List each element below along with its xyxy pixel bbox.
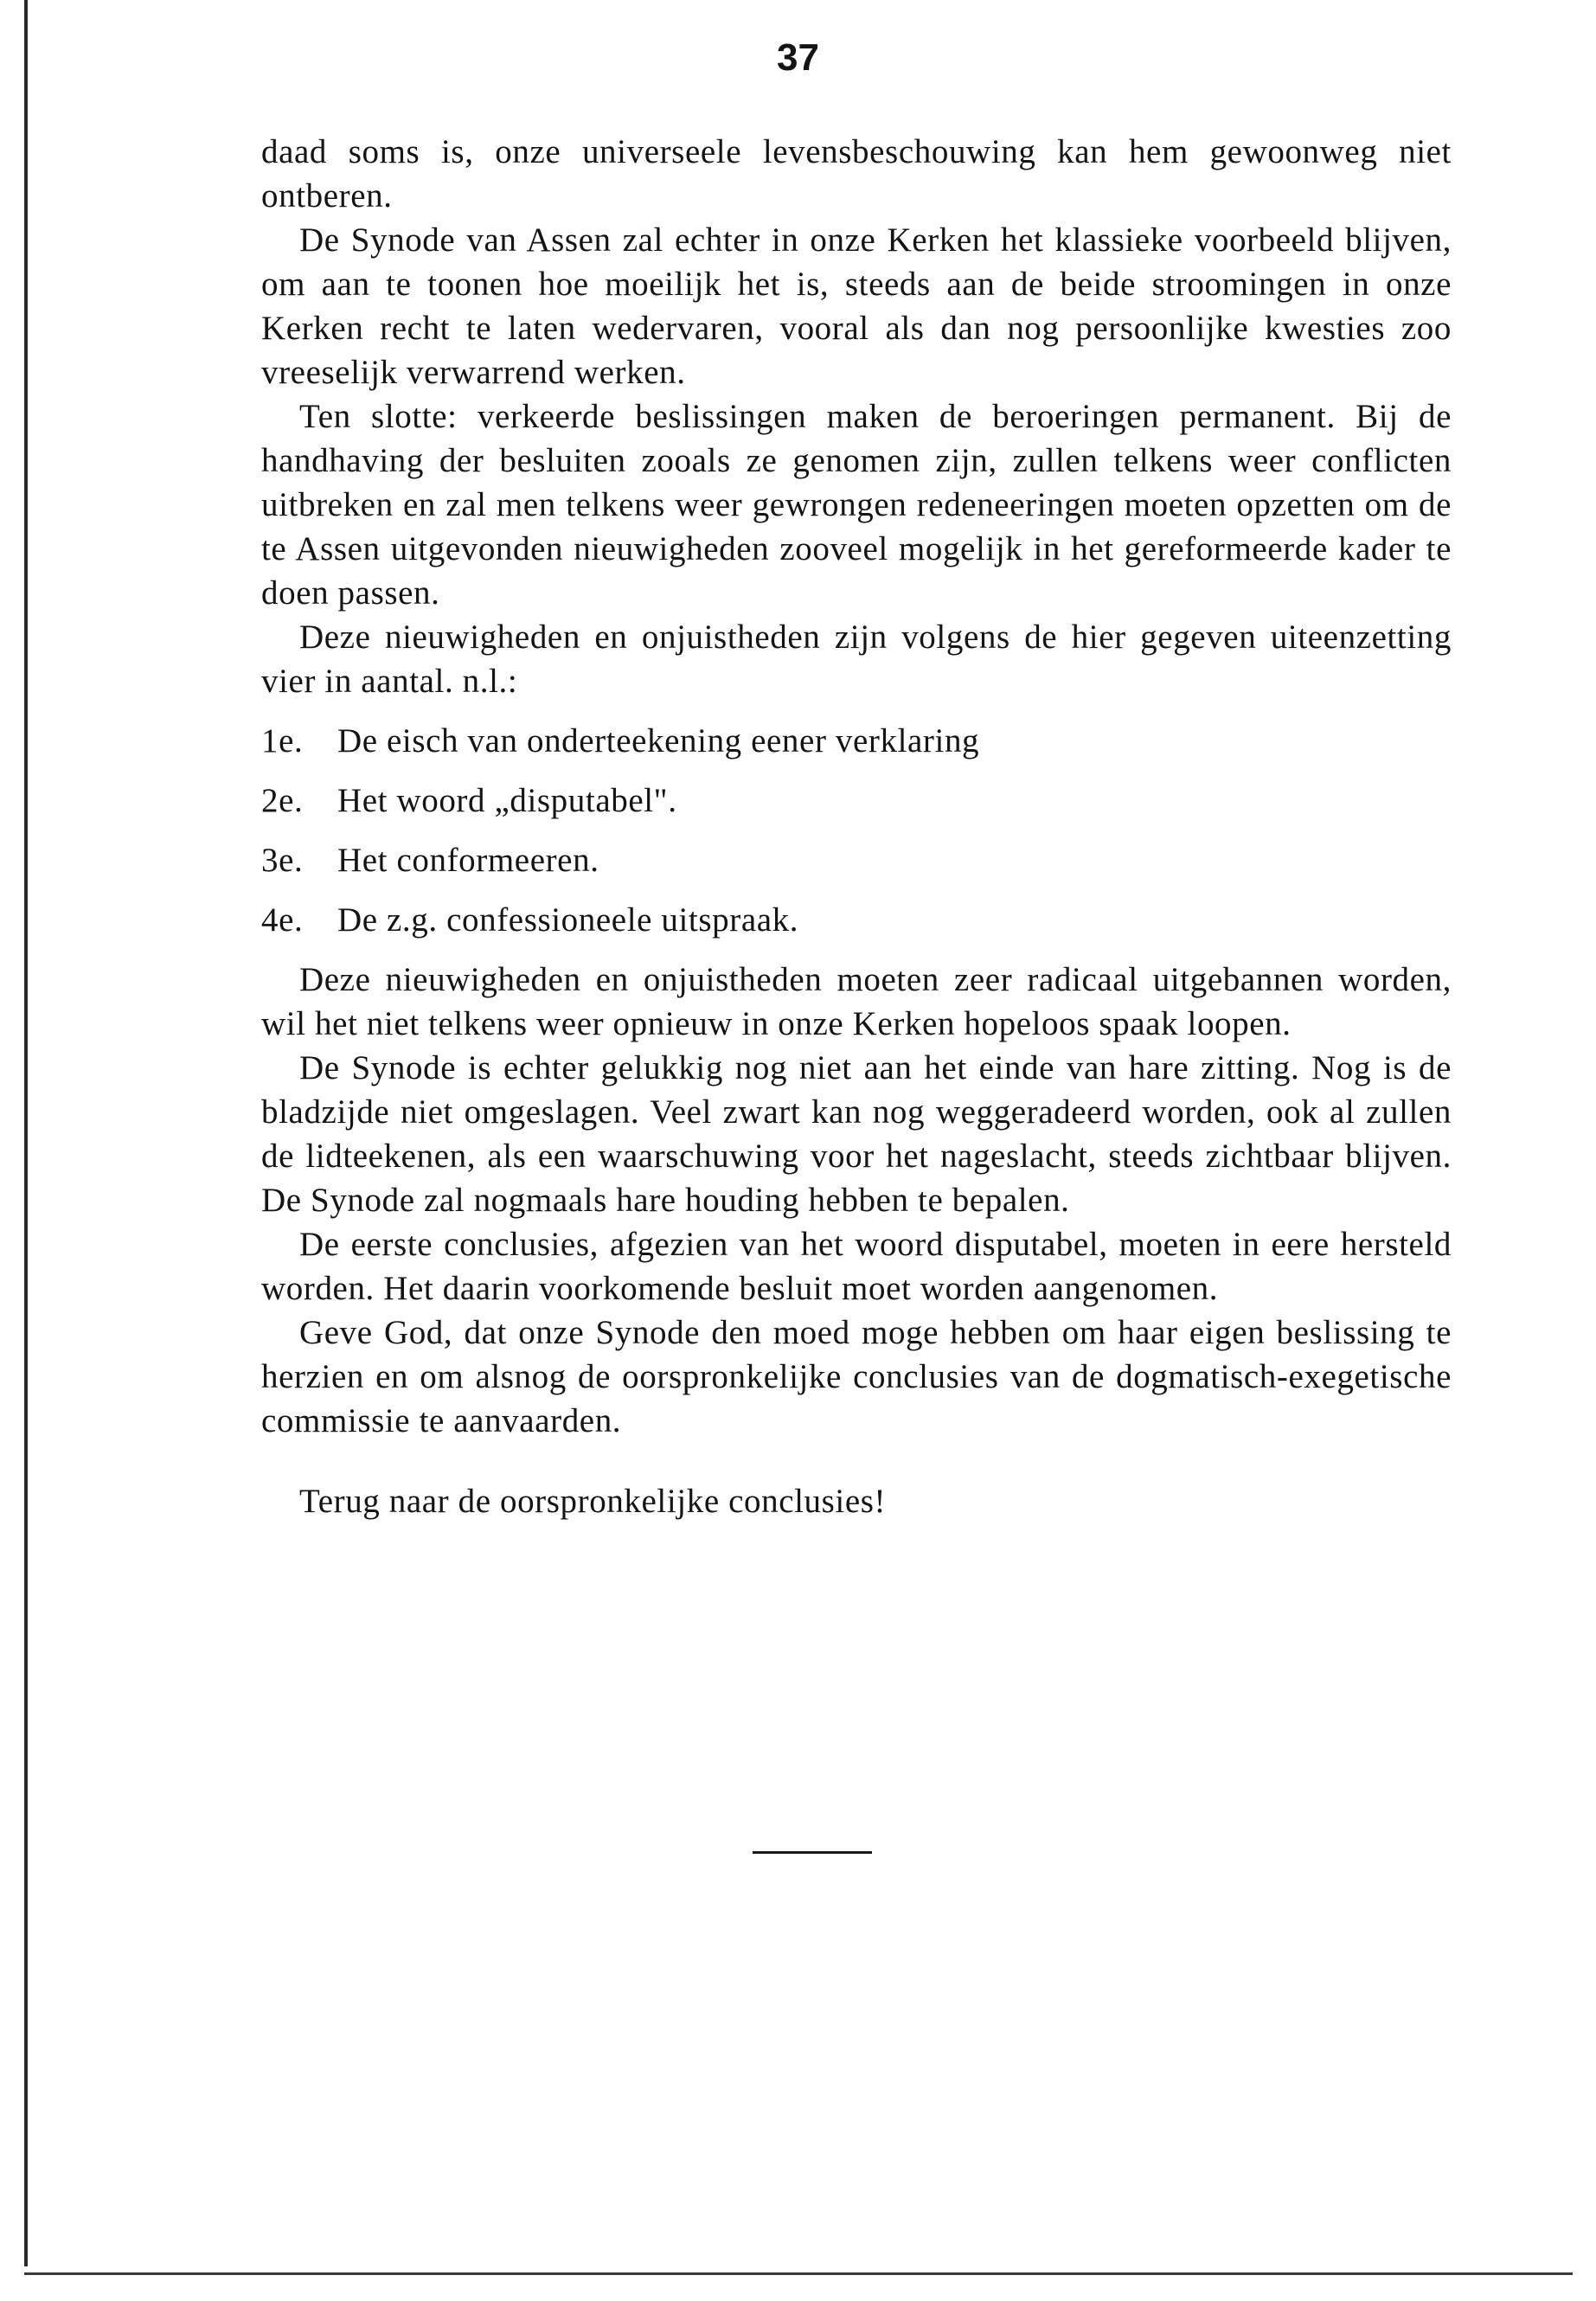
list-item-text: De eisch van onderteekening eener verklaring [337,722,980,760]
paragraph: De Synode is echter gelukkig nog niet aan het einde van hare zitting. Nog is de bladzijde niet omgeslagen. Veel zwart kan nog weggeradeerd worden, ook al zullen de lidteekenen, als een waarschuwing voor het nageslacht, steeds zichtbaar blijven. De Synode zal nogmaals hare houding hebben te bepalen. [261,1049,1452,1219]
list-item [261,779,1452,823]
closing-line: Terug naar de oorspronkelijke conclusies! [299,1483,887,1520]
enumerated-list [261,719,1452,942]
paragraph: Deze nieuwigheden en onjuistheden moeten zeer radicaal uitgebannen worden, wil het niet telkens weer opnieuw in onze Kerken hopeloos spaak loopen. [261,961,1452,1042]
list-item-number: 3e. [261,842,304,879]
paragraph: daad soms is, onze universeele levensbeschouwing kan hem gewoonweg niet ontberen. [261,133,1452,215]
list-item-text: Het woord „disputabel". [337,782,677,819]
page-number: 37 [777,36,819,79]
paragraph: Geve God, dat onze Synode den moed moge hebben om haar eigen beslissing te herzien en om alsnog de oorspronkelijke conclusies van de dogmatisch-exegetische commissie te aanvaarden. [261,1314,1452,1439]
paragraph: Deze nieuwigheden en onjuistheden zijn volgens de hier gegeven uiteenzetting vier in aantal. n.l.: [261,619,1452,700]
list-item-number: 2e. [261,782,304,819]
paragraph: De eerste conclusies, afgezien van het woord disputabel, moeten in eere hersteld worden. Het daarin voorkomende besluit moet worden aangenomen. [261,1226,1452,1307]
section-end-rule [753,1851,872,1854]
body-text [261,130,1452,1523]
page-bottom-edge [24,2272,1573,2275]
list-item-text: Het conformeeren. [337,842,599,879]
list-item-text: De z.g. confessioneele uitspraak. [337,901,799,939]
list-item [261,898,1452,942]
list-item [261,838,1452,882]
page-left-edge [24,0,28,2266]
paragraph: De Synode van Assen zal echter in onze Kerken het klassieke voorbeeld blijven, om aan te toonen hoe moeilijk het is, steeds aan de beide stroomingen in onze Kerken recht te laten wedervaren, vooral als dan nog persoonlijke kwesties zoo vreeselijk verwarrend werken. [261,221,1452,391]
list-item-number: 4e. [261,901,304,939]
list-item-number: 1e. [261,722,304,760]
paragraph: Ten slotte: verkeerde beslissingen maken de beroeringen permanent. Bij de handhaving der besluiten zooals ze genomen zijn, zullen telkens weer conflicten uitbreken en zal men telkens weer gewrongen redeneeringen moeten opzetten om de te Assen uitgevonden nieuwigheden zooveel mogelijk in het gereformeerde kader te doen passen. [261,398,1452,612]
list-item [261,719,1452,763]
